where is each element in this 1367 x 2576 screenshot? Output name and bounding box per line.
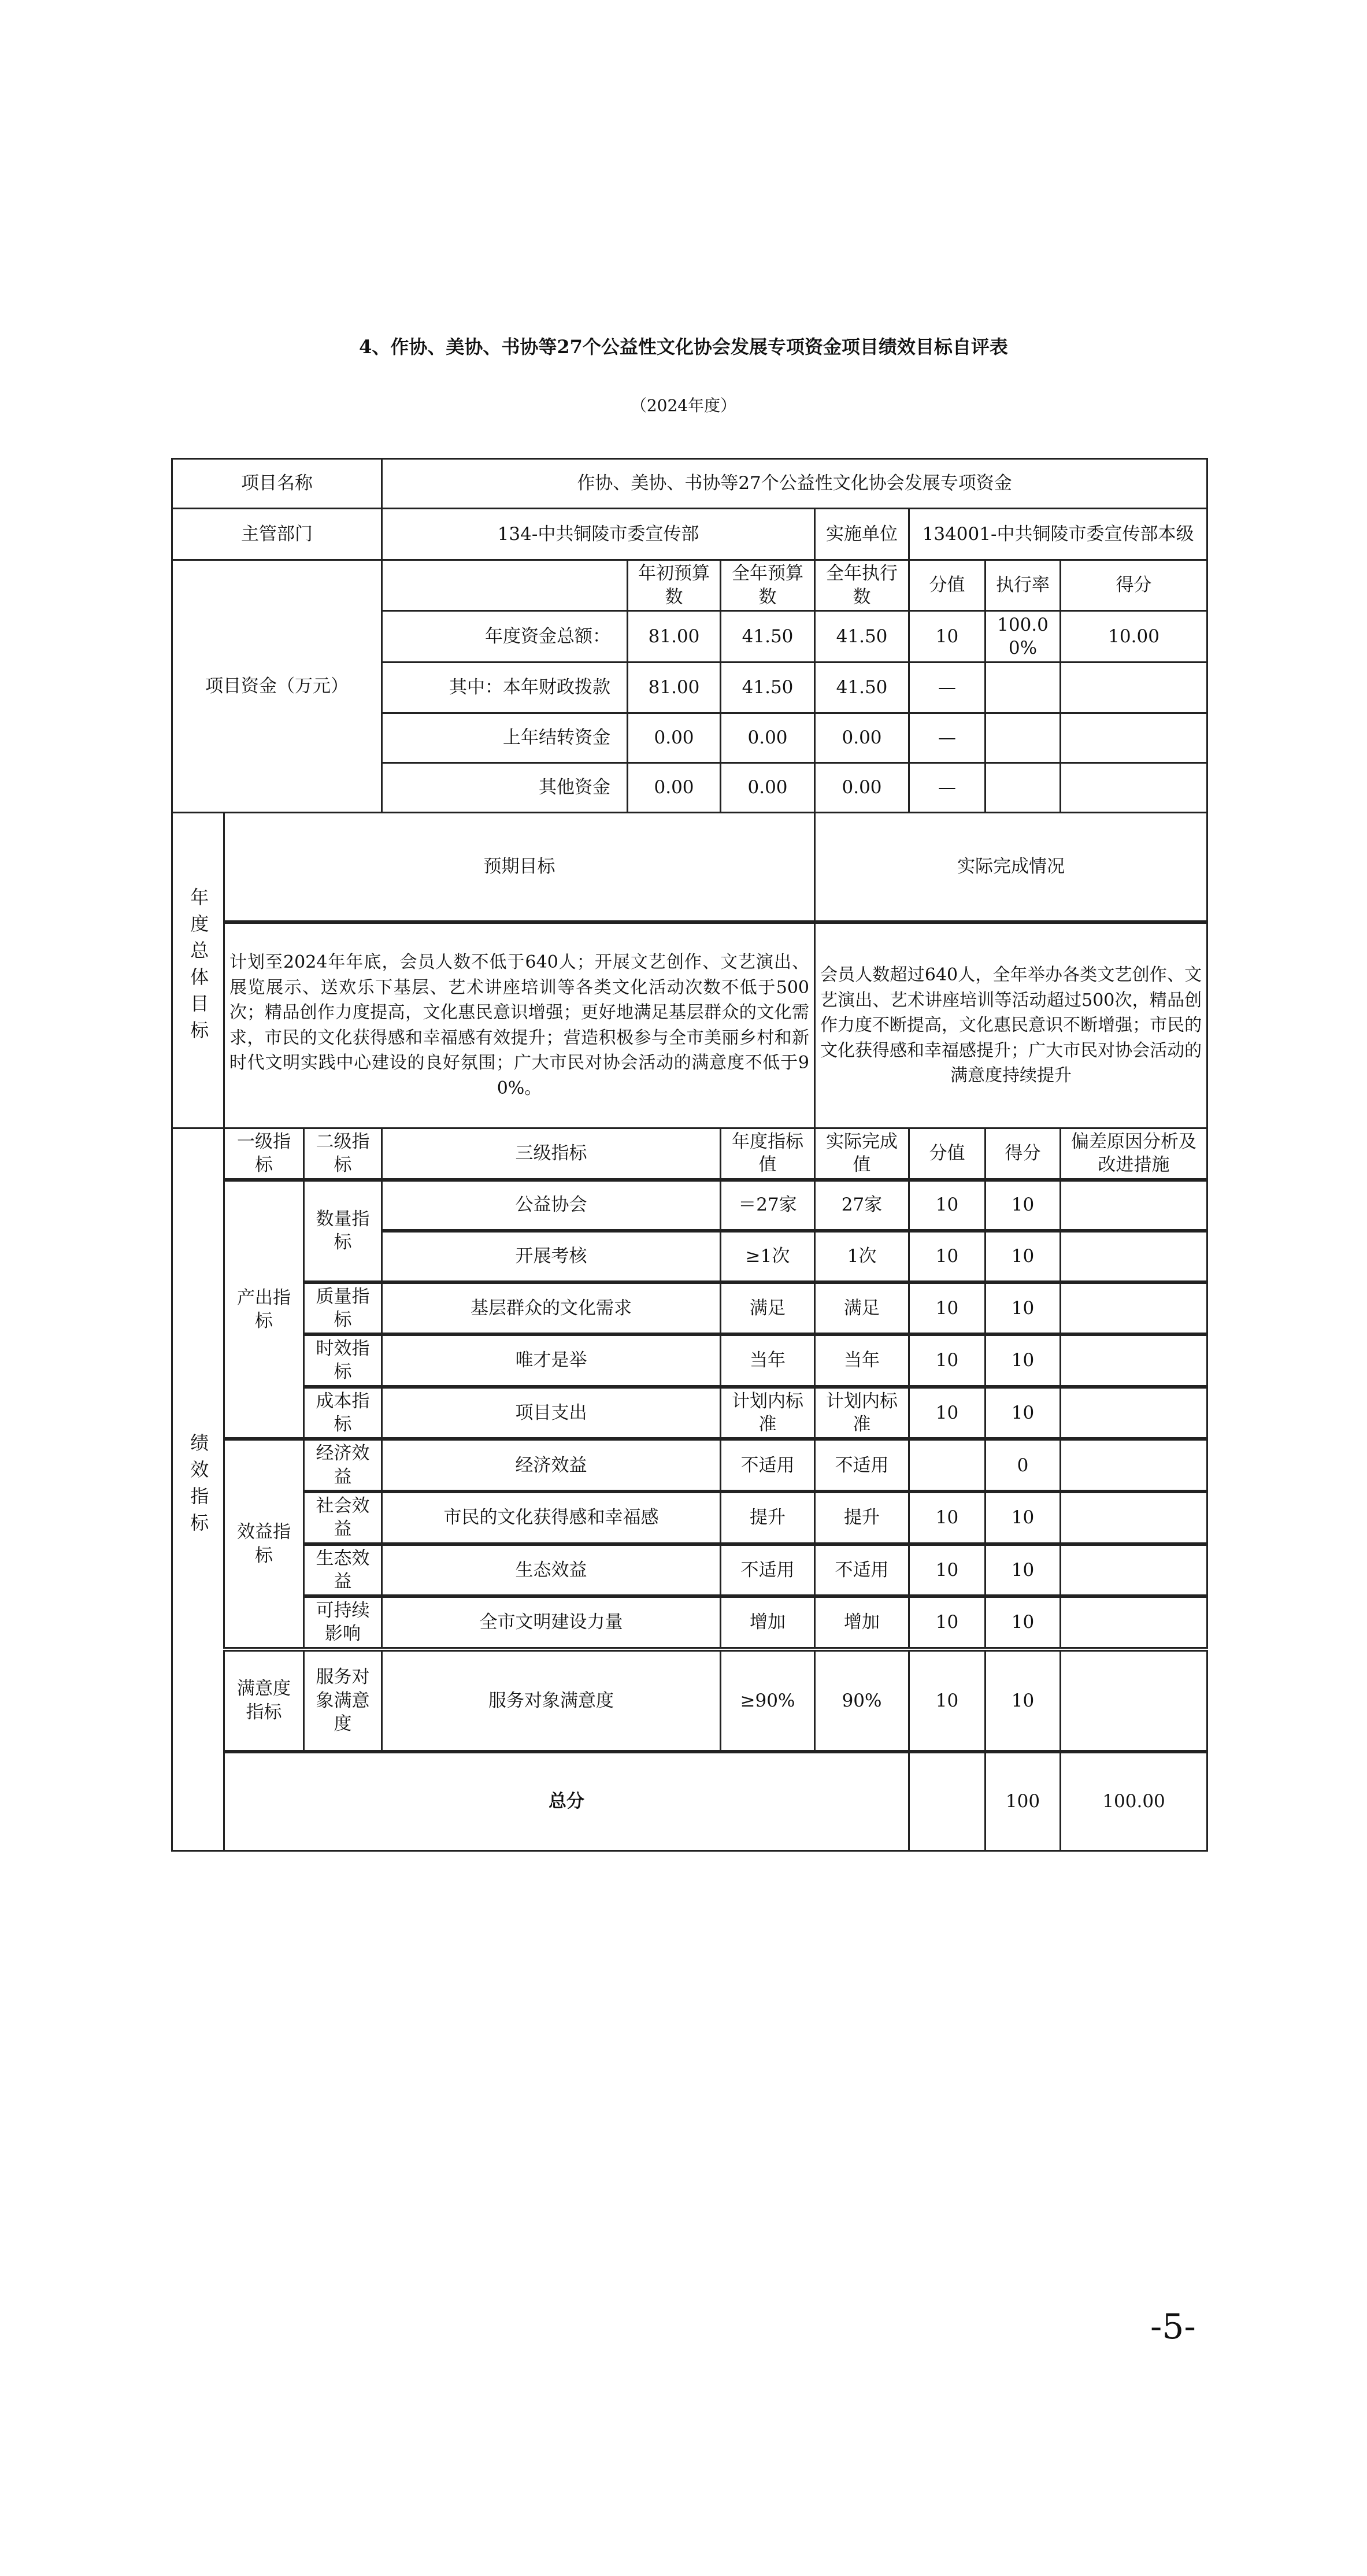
actual-value: 1次 (815, 1231, 909, 1282)
deviation-note (1061, 1180, 1207, 1231)
actual-value: 提升 (815, 1491, 909, 1544)
department-row (172, 509, 1207, 560)
level2-indicator: 经济效益 (304, 1439, 382, 1491)
funds-header-row (172, 560, 1207, 611)
score: 10 (986, 1387, 1061, 1439)
level2-indicator: 可持续影响 (304, 1596, 382, 1649)
score: 10 (986, 1544, 1061, 1597)
document-subtitle: （2024年度） (630, 396, 737, 415)
total-score: 100.00 (1061, 1752, 1207, 1851)
performance-row (172, 1387, 1207, 1439)
actual-goals-header: 实际完成情况 (815, 813, 1207, 922)
funds-cell: 41.50 (721, 611, 815, 662)
level2-indicator: 时效指标 (304, 1334, 382, 1387)
score: 10 (986, 1180, 1061, 1231)
funds-cell: 10.00 (1061, 611, 1207, 662)
funds-cell: — (909, 713, 986, 763)
funds-cell (986, 763, 1061, 813)
level3-indicator: 基层群众的文化需求 (382, 1282, 721, 1335)
funds-cell: 0.00 (815, 713, 909, 763)
score: 10 (986, 1334, 1061, 1387)
funds-cell: 0.00 (721, 713, 815, 763)
level3-indicator: 公益协会 (382, 1180, 721, 1231)
score: 10 (986, 1282, 1061, 1335)
performance-header: 二级指标 (304, 1128, 382, 1180)
funds-header: 年初预算数 (628, 560, 721, 611)
unit-value: 134001-中共铜陵市委宣传部本级 (909, 509, 1207, 560)
unit-label: 实施单位 (815, 509, 909, 560)
funds-cell (1061, 662, 1207, 713)
target-value: 不适用 (721, 1439, 815, 1491)
funds-cell (1061, 763, 1207, 813)
funds-row-label: 其他资金 (382, 763, 628, 813)
expected-goals-header: 预期目标 (224, 813, 815, 922)
score-value: 10 (909, 1334, 986, 1387)
level2-indicator: 服务对象满意度 (304, 1649, 382, 1752)
goals-label-cell (172, 813, 224, 1128)
performance-header: 三级指标 (382, 1128, 721, 1180)
score-value: 10 (909, 1180, 986, 1231)
deviation-note (1061, 1231, 1207, 1282)
performance-header: 一级指标 (224, 1128, 304, 1180)
deviation-note (1061, 1282, 1207, 1335)
level1-indicator: 满意度指标 (224, 1649, 304, 1752)
goals-label: 年度总体目标 (187, 887, 210, 1048)
level1-indicator: 效益指标 (224, 1439, 304, 1649)
funds-cell: 81.00 (628, 611, 721, 662)
target-value: ＝27家 (721, 1180, 815, 1231)
total-score-value: 100 (986, 1752, 1061, 1851)
score: 10 (986, 1649, 1061, 1752)
deviation-note (1061, 1544, 1207, 1597)
target-value: 当年 (721, 1334, 815, 1387)
actual-value: 不适用 (815, 1439, 909, 1491)
department-value: 134-中共铜陵市委宣传部 (382, 509, 815, 560)
deviation-note (1061, 1596, 1207, 1649)
funds-row-label: 其中：本年财政拨款 (382, 662, 628, 713)
funds-header: 全年执行数 (815, 560, 909, 611)
funds-label: 项目资金（万元） (172, 560, 382, 813)
funds-cell: 0.00 (815, 763, 909, 813)
goals-header-row (172, 813, 1207, 922)
level3-indicator: 开展考核 (382, 1231, 721, 1282)
actual-value: 增加 (815, 1596, 909, 1649)
funds-cell (986, 713, 1061, 763)
performance-header: 年度指标值 (721, 1128, 815, 1180)
level1-indicator: 产出指标 (224, 1180, 304, 1439)
target-value: 不适用 (721, 1544, 815, 1597)
performance-header-row (172, 1128, 1207, 1180)
total-row (172, 1752, 1207, 1851)
target-value: 计划内标准 (721, 1387, 815, 1439)
score-value: 10 (909, 1387, 986, 1439)
page-number: -5- (1150, 2307, 1196, 2347)
funds-cell: 10 (909, 611, 986, 662)
funds-cell: 41.50 (721, 662, 815, 713)
performance-label-cell (172, 1128, 224, 1851)
score: 10 (986, 1231, 1061, 1282)
performance-row (172, 1491, 1207, 1544)
level2-indicator: 成本指标 (304, 1387, 382, 1439)
level3-indicator: 生态效益 (382, 1544, 721, 1597)
actual-goals-text: 会员人数超过640人，全年举办各类文艺创作、文艺演出、艺术讲座培训等活动超过500次，精品创作力度不断提高，文化惠民意识不断增强；市民的文化获得感和幸福感提升；广大市民对协会活动的满意度持续提升 (815, 922, 1207, 1128)
goals-content-row (172, 922, 1207, 1128)
level3-indicator: 经济效益 (382, 1439, 721, 1491)
department-label: 主管部门 (172, 509, 382, 560)
project-name-row (172, 459, 1207, 509)
funds-cell: 0.00 (628, 763, 721, 813)
actual-value: 90% (815, 1649, 909, 1752)
performance-row (172, 1282, 1207, 1335)
performance-row (172, 1180, 1207, 1231)
funds-row-label: 上年结转资金 (382, 713, 628, 763)
score: 10 (986, 1596, 1061, 1649)
score-value (909, 1439, 986, 1491)
score-value: 10 (909, 1282, 986, 1335)
score-value: 10 (909, 1649, 986, 1752)
deviation-note (1061, 1649, 1207, 1752)
funds-header: 得分 (1061, 560, 1207, 611)
funds-cell (1061, 713, 1207, 763)
project-name-value: 作协、美协、书协等27个公益性文化协会发展专项资金 (382, 459, 1207, 509)
score: 10 (986, 1491, 1061, 1544)
performance-header: 偏差原因分析及改进措施 (1061, 1128, 1207, 1180)
score-value: 10 (909, 1544, 986, 1597)
deviation-note (1061, 1439, 1207, 1491)
funds-cell: 0.00 (628, 713, 721, 763)
funds-cell: — (909, 662, 986, 713)
level3-indicator: 唯才是举 (382, 1334, 721, 1387)
performance-row (172, 1334, 1207, 1387)
level3-indicator: 服务对象满意度 (382, 1649, 721, 1752)
expected-goals-text: 计划至2024年年底，会员人数不低于640人；开展文艺创作、文艺演出、展览展示、送欢乐下基层、艺术讲座培训等各类文化活动次数不低于500次；精品创作力度提高，文化惠民意识增强；更好地满足基层群众的文化需求，市民的文化获得感和幸福感有效提升；营造积极参与全市美丽乡村和新时代文明实践中心建设的良好氛围；广大市民对协会活动的满意度不低于90%。 (224, 922, 815, 1128)
performance-label: 绩效指标 (187, 1433, 210, 1540)
funds-cell: 81.00 (628, 662, 721, 713)
funds-header: 执行率 (986, 560, 1061, 611)
level3-indicator: 全市文明建设力量 (382, 1596, 721, 1649)
level3-indicator: 市民的文化获得感和幸福感 (382, 1491, 721, 1544)
funds-header: 分值 (909, 560, 986, 611)
performance-row (172, 1439, 1207, 1491)
actual-value: 27家 (815, 1180, 909, 1231)
target-value: ≥1次 (721, 1231, 815, 1282)
funds-cell: 41.50 (815, 611, 909, 662)
actual-value: 不适用 (815, 1544, 909, 1597)
actual-value: 满足 (815, 1282, 909, 1335)
document-title: 4、作协、美协、书协等27个公益性文化协会发展专项资金项目绩效目标自评表 (359, 336, 1008, 358)
target-value: 满足 (721, 1282, 815, 1335)
score-value: 10 (909, 1491, 986, 1544)
deviation-note (1061, 1387, 1207, 1439)
target-value: 提升 (721, 1491, 815, 1544)
target-value: ≥90% (721, 1649, 815, 1752)
project-name-label: 项目名称 (172, 459, 382, 509)
actual-value: 当年 (815, 1334, 909, 1387)
level3-indicator: 项目支出 (382, 1387, 721, 1439)
funds-row-label: 年度资金总额： (382, 611, 628, 662)
deviation-note (1061, 1334, 1207, 1387)
performance-header: 得分 (986, 1128, 1061, 1180)
level2-indicator: 数量指标 (304, 1180, 382, 1282)
funds-cell (986, 662, 1061, 713)
performance-row (172, 1596, 1207, 1649)
performance-header: 分值 (909, 1128, 986, 1180)
total-label: 总分 (224, 1752, 909, 1851)
funds-header: 全年预算数 (721, 560, 815, 611)
level2-indicator: 质量指标 (304, 1282, 382, 1335)
score: 0 (986, 1439, 1061, 1491)
performance-row (172, 1649, 1207, 1752)
funds-cell: 100.00% (986, 611, 1061, 662)
evaluation-table (171, 458, 1208, 1852)
performance-header: 实际完成值 (815, 1128, 909, 1180)
funds-cell: 41.50 (815, 662, 909, 713)
level2-indicator: 生态效益 (304, 1544, 382, 1597)
level2-indicator: 社会效益 (304, 1491, 382, 1544)
performance-row (172, 1544, 1207, 1597)
target-value: 增加 (721, 1596, 815, 1649)
actual-value: 计划内标准 (815, 1387, 909, 1439)
funds-cell: — (909, 763, 986, 813)
score-value: 10 (909, 1231, 986, 1282)
funds-cell: 0.00 (721, 763, 815, 813)
score-value: 10 (909, 1596, 986, 1649)
deviation-note (1061, 1491, 1207, 1544)
